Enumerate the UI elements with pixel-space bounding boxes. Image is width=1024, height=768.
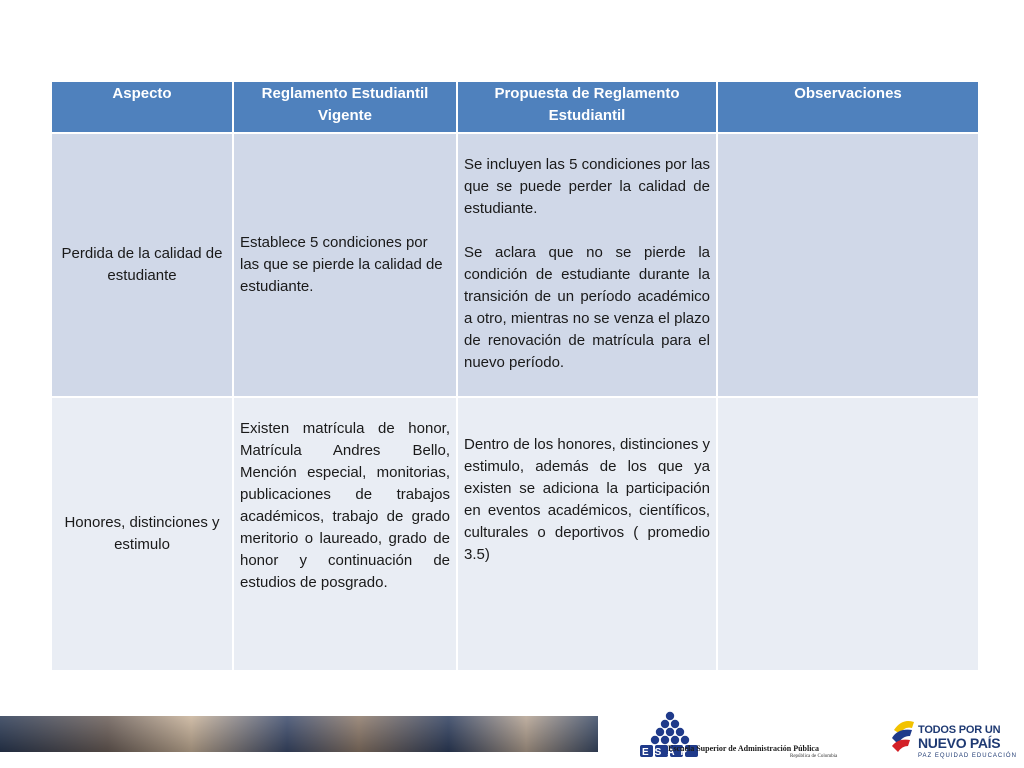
row1-propuesta-cell (458, 134, 716, 396)
footer-photo-strip (0, 716, 598, 752)
row2-propuesta-paragraph-1: Dentro de los honores, distinciones y estimulo, además de los que ya existen se adiciona la participación en eventos académicos, científicos, culturales o deportivos ( promedio 3.5) (464, 436, 710, 563)
row1-propuesta-paragraph-1: Se incluyen las 5 condiciones por las que se puede perder la calidad de estudiante. (464, 156, 710, 217)
row1-aspecto-text: Perdida de la calidad de estudiante (61, 245, 223, 284)
row2-aspecto-cell (52, 398, 232, 670)
row2-observaciones-cell (718, 398, 978, 670)
row1-propuesta-paragraph-2: Se aclara que no se pierde la condición de estudiante durante la transición de un período académico a otro, mientras no se venza el plazo de renovación de matrícula para el nuevo período. (464, 244, 710, 371)
todos-line-1: TODOS POR UN (918, 724, 1001, 736)
esap-subtitle: República de Colombia (790, 754, 838, 759)
comparison-table (52, 82, 972, 668)
row1-vigente-cell (234, 134, 456, 396)
footer-bar (0, 716, 1024, 768)
todos-line-2: NUEVO PAÍS (918, 735, 1001, 751)
esap-name: Escuela Superior de Administración Pública (668, 744, 819, 753)
row2-vigente-cell (234, 398, 456, 670)
row1-vigente-text: Establece 5 condiciones por las que se pierde la calidad de estudiante. (240, 234, 443, 295)
header-propuesta-reglamento: Propuesta de Reglamento Estudiantil (458, 82, 716, 132)
header-reglamento-vigente: Reglamento Estudiantil Vigente (234, 82, 456, 132)
row1-observaciones-cell (718, 134, 978, 396)
row1-aspecto-cell (52, 134, 232, 396)
esap-logo-letters: ESAP (642, 747, 694, 758)
row2-propuesta-cell (458, 398, 716, 670)
row2-aspecto-text: Honores, distinciones y estimulo (64, 514, 220, 553)
todos-line-3: PAZ EQUIDAD EDUCACIÓN (918, 753, 1017, 759)
header-aspecto: Aspecto (52, 82, 232, 132)
header-observaciones: Observaciones (718, 82, 978, 132)
row2-vigente-text: Existen matrícula de honor, Matrícula Andres Bello, Mención especial, monitorias, publicaciones de trabajos académicos, trabajo de grado meritorio o laureado, grado de honor y continuación de estudios de posgrado. (240, 420, 450, 591)
